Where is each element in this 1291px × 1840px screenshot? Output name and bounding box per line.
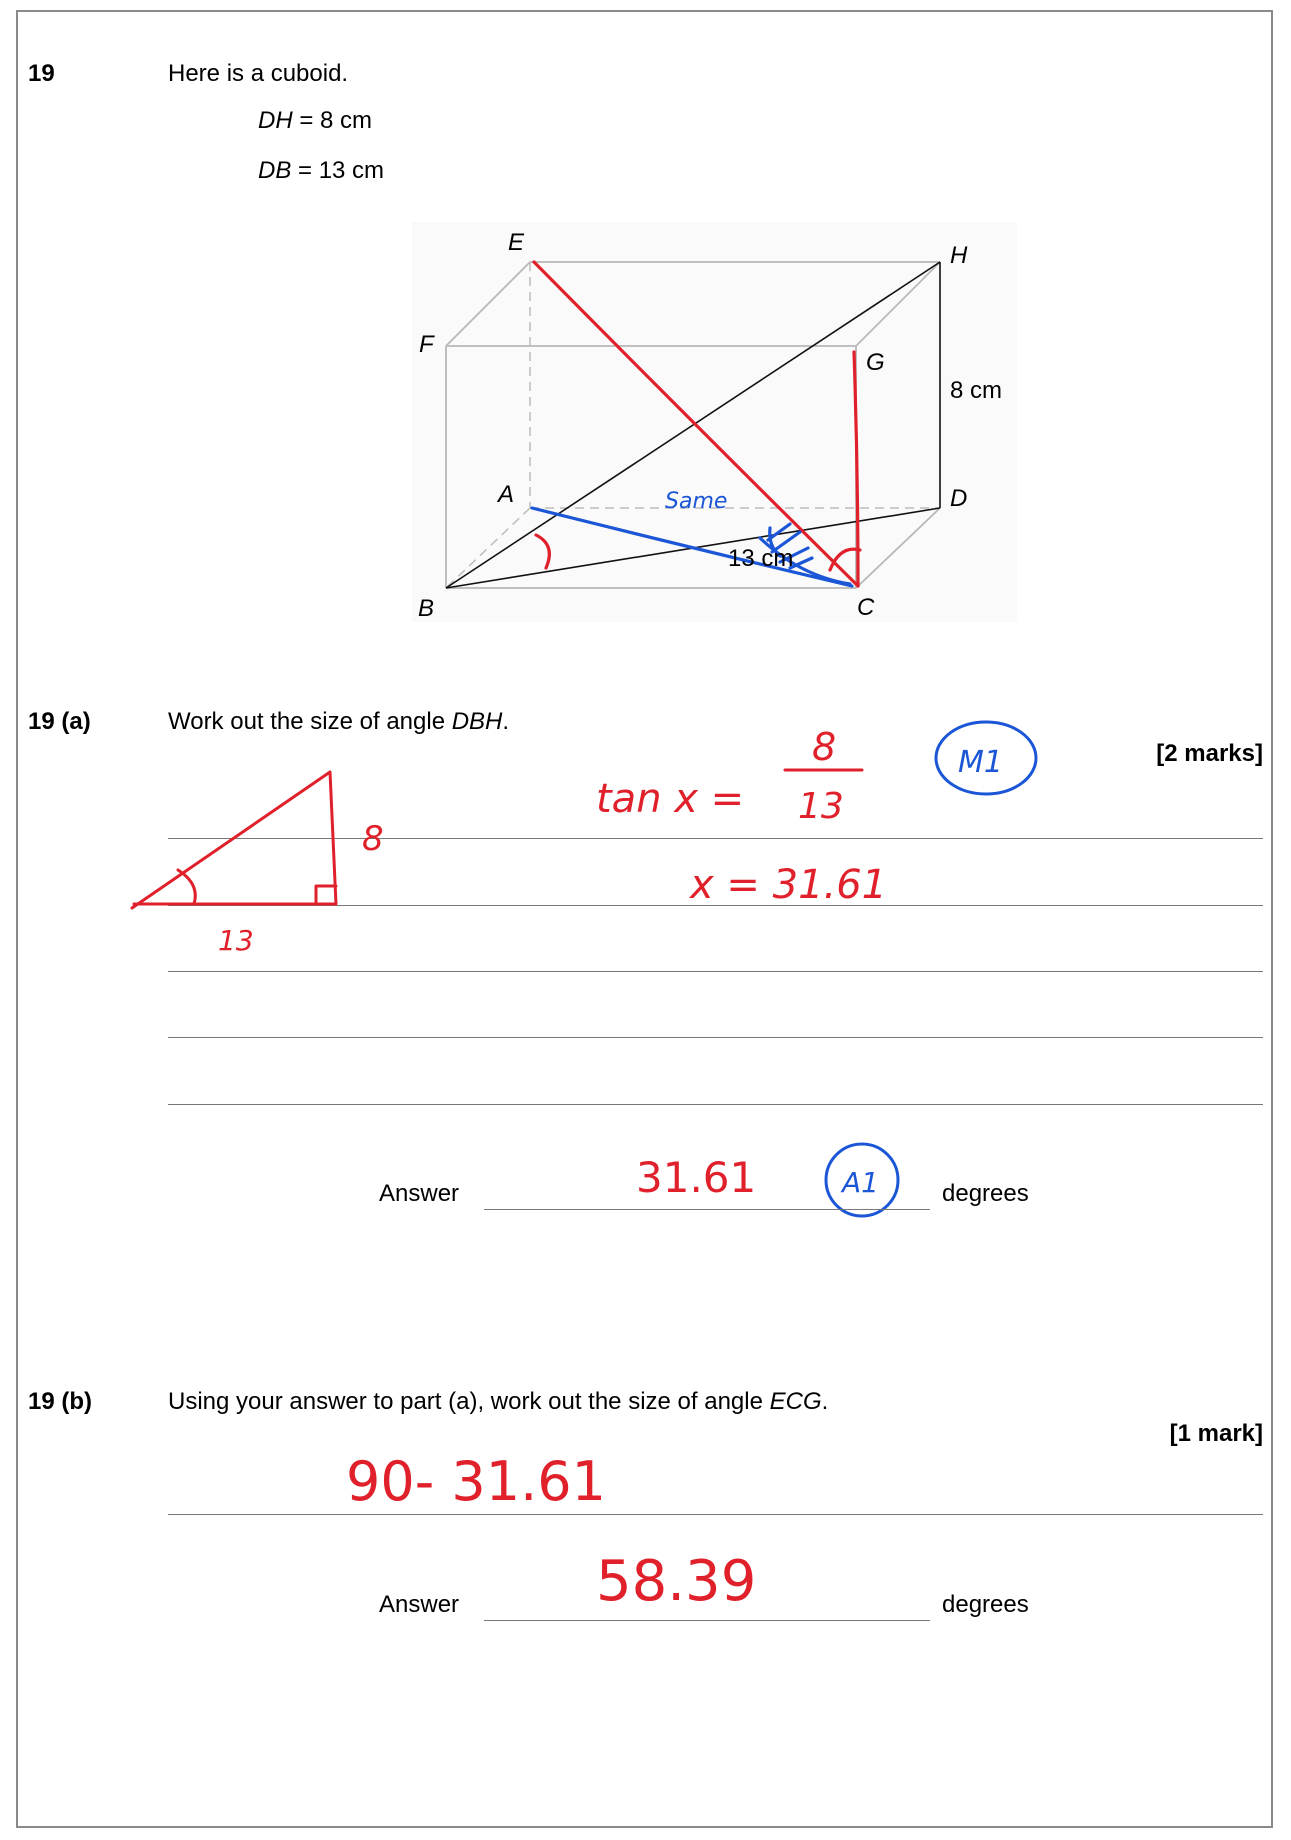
answer-b-handwritten: 58.39 bbox=[596, 1549, 757, 1614]
dh-length-label: 8 cm bbox=[950, 377, 1003, 404]
given-db-rhs: = 13 cm bbox=[291, 157, 385, 184]
part-a-marks: [2 marks] bbox=[1156, 740, 1263, 767]
sketch-opposite-label: 8 bbox=[362, 819, 384, 859]
working-result: x = 31.61 bbox=[690, 862, 888, 908]
part-b-prompt-end: . bbox=[821, 1388, 829, 1415]
part-b-label: 19 (b) bbox=[28, 1388, 93, 1415]
vertex-d: D bbox=[950, 485, 968, 512]
answer-b-line bbox=[484, 1620, 930, 1621]
part-b-prompt-angle: ECG bbox=[769, 1388, 822, 1415]
part-a-prompt-end: . bbox=[502, 708, 510, 735]
answer-b-unit: degrees bbox=[942, 1591, 1029, 1618]
working-tan: tan x = bbox=[596, 776, 745, 822]
answer-a-label: Answer bbox=[379, 1180, 460, 1207]
part-a-prompt-text: Work out the size of angle bbox=[168, 708, 452, 735]
vertex-c: C bbox=[857, 594, 875, 621]
question-number: 19 bbox=[28, 60, 55, 87]
vertex-g: G bbox=[866, 349, 885, 376]
mark-a1: A1 bbox=[842, 1166, 879, 1199]
answer-a-unit: degrees bbox=[942, 1180, 1029, 1207]
vertex-h: H bbox=[950, 242, 968, 269]
part-a-label: 19 (a) bbox=[28, 708, 91, 735]
part-b-prompt-text: Using your answer to part (a), work out the size of angle bbox=[168, 1388, 770, 1415]
part-b-marks: [1 mark] bbox=[1169, 1420, 1263, 1447]
mark-m1: M1 bbox=[958, 745, 1003, 780]
given-dh-lhs: DH bbox=[258, 107, 293, 134]
annotation-same: Same bbox=[665, 489, 728, 514]
answer-b-label: Answer bbox=[379, 1591, 460, 1618]
vertex-a: A bbox=[498, 481, 515, 508]
vertex-b: B bbox=[418, 595, 435, 622]
answer-a-handwritten: 31.61 bbox=[636, 1153, 757, 1202]
given-db-lhs: DB bbox=[258, 157, 292, 184]
working-denominator: 13 bbox=[798, 786, 844, 827]
working-numerator: 8 bbox=[812, 725, 837, 769]
sketch-adjacent-label: 13 bbox=[218, 924, 254, 957]
part-a-prompt-angle: DBH bbox=[451, 708, 503, 735]
working-b: 90- 31.61 bbox=[346, 1450, 606, 1513]
given-dh-rhs: = 8 cm bbox=[292, 107, 373, 134]
vertex-f: F bbox=[419, 331, 434, 358]
db-length-label: 13 cm bbox=[728, 545, 794, 572]
question-intro: Here is a cuboid. bbox=[168, 60, 349, 87]
vertex-e: E bbox=[508, 229, 525, 256]
